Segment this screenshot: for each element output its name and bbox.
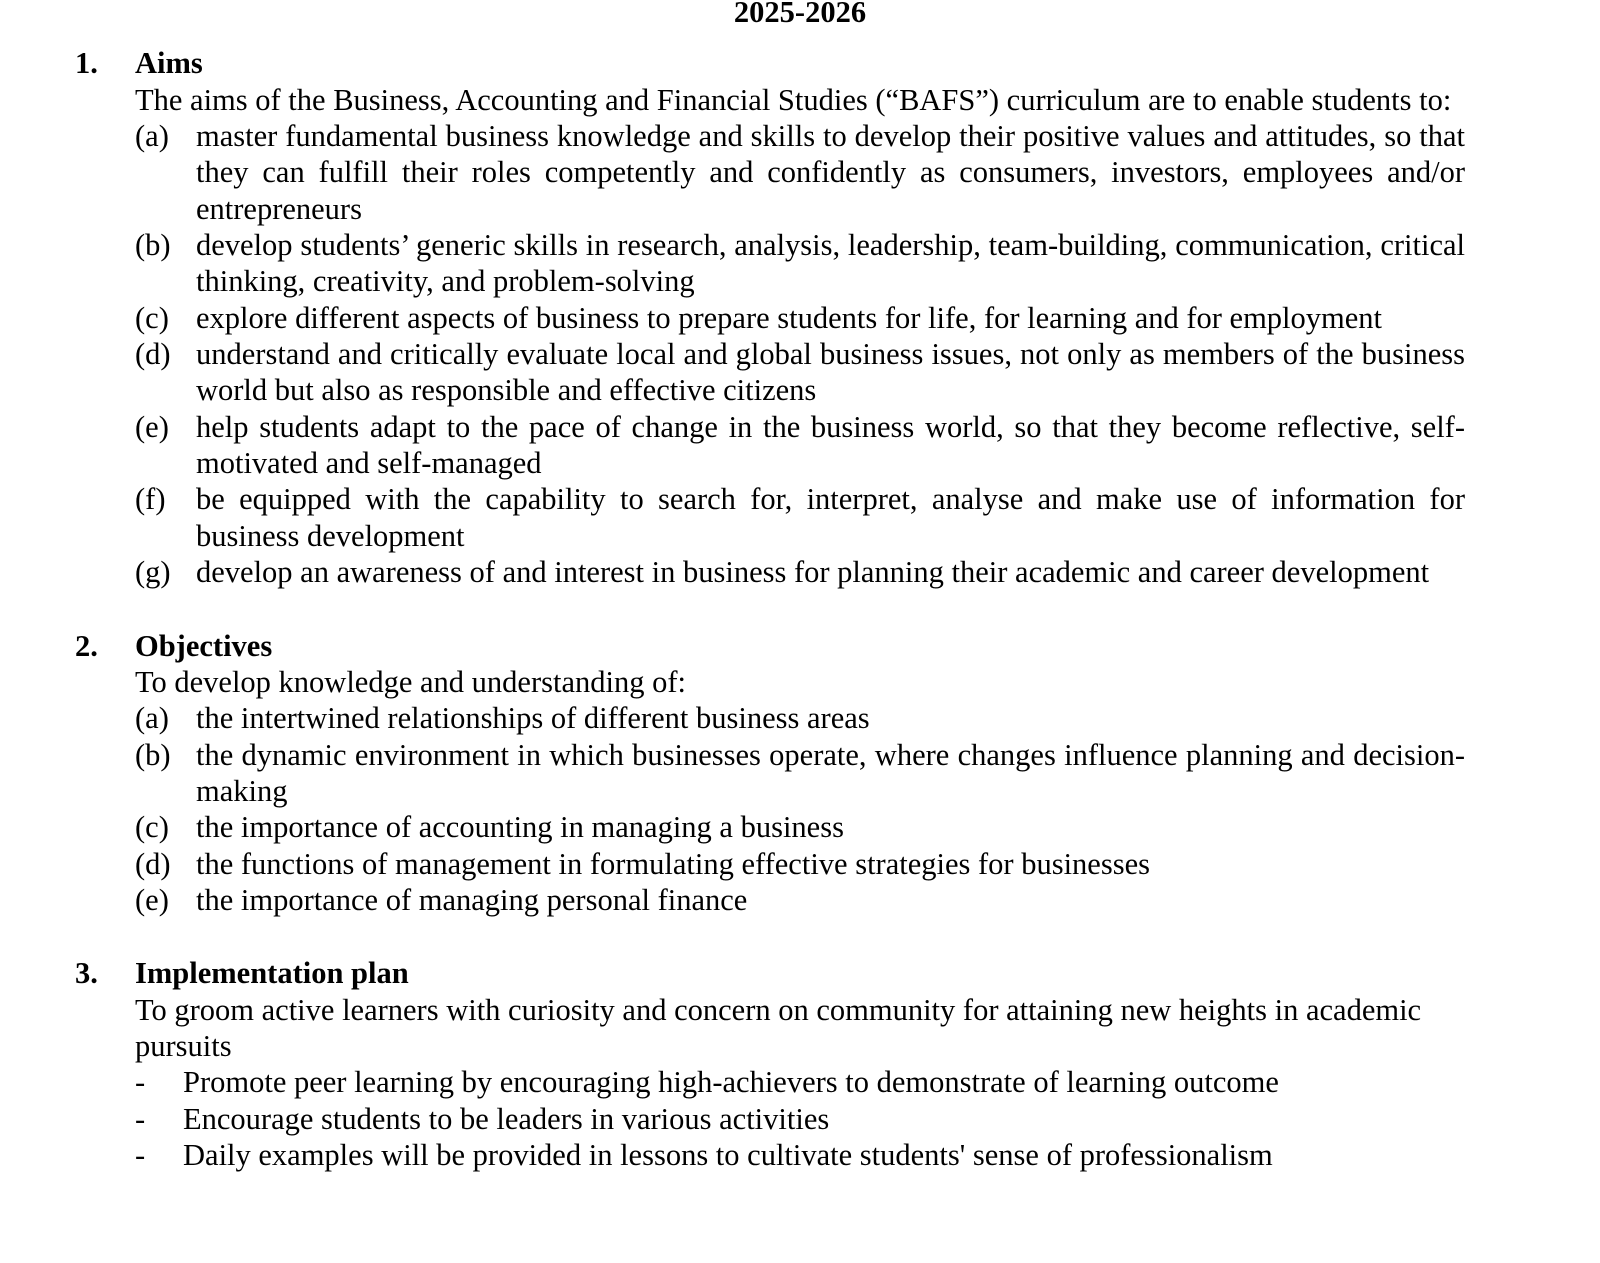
dash-marker: - [135, 1137, 146, 1172]
section-intro: To groom active learners with curiosity and concern on community for attaining new heights in academic pursuits [135, 992, 1422, 1063]
section-aims [75, 45, 1465, 590]
item-text: the importance of accounting in managing a business [196, 810, 844, 845]
item-marker: (b) [135, 228, 171, 263]
dash-marker: - [135, 1101, 146, 1136]
item-marker: (e) [135, 409, 169, 444]
section-intro: To develop knowledge and understanding of: [135, 664, 686, 699]
item-marker: (a) [135, 701, 169, 736]
item-text: the intertwined relationships of different business areas [196, 701, 870, 736]
item-text: develop students’ generic skills in research, analysis, leadership, team-building, communication, critical thinking, creativity, and problem-solving [196, 228, 1465, 299]
item-marker: (b) [135, 737, 171, 772]
item-text: the functions of management in formulating effective strategies for businesses [196, 846, 1150, 881]
list-item [135, 554, 1465, 590]
item-text: master fundamental business knowledge and skills to develop their positive values and attitudes, so that they can fulfill their roles competently and confidently as consumers, investors, employees and/or entrepreneurs [196, 119, 1465, 226]
list-item [135, 809, 1465, 845]
item-text: the dynamic environment in which businesses operate, where changes influence planning and decision-making [196, 737, 1465, 808]
section-implementation-plan [75, 955, 1465, 1173]
item-text: help students adapt to the pace of change in the business world, so that they become reflective, self-motivated and self-managed [196, 409, 1465, 481]
list-item [135, 882, 1465, 918]
list-item [135, 481, 1465, 554]
item-text: Promote peer learning by encouraging high-achievers to demonstrate of learning outcome [183, 1065, 1279, 1100]
dash-list-item [135, 1101, 1465, 1137]
list-item [135, 227, 1465, 300]
item-marker: (e) [135, 882, 169, 917]
section-intro: The aims of the Business, Accounting and Financial Studies (“BAFS”) curriculum are to enable students to: [135, 82, 1452, 117]
list-item [135, 846, 1465, 882]
item-text: be equipped with the capability to search for, interpret, analyse and make use of information for business development [196, 482, 1465, 553]
section-body [135, 45, 1465, 590]
section-heading: Implementation plan [135, 956, 409, 991]
list-item [135, 118, 1465, 227]
section-heading: Aims [135, 46, 203, 81]
item-text: the importance of managing personal finance [196, 882, 748, 917]
list-item [135, 300, 1465, 336]
item-text: Daily examples will be provided in lessons to cultivate students' sense of professionalism [183, 1137, 1273, 1172]
item-text: understand and critically evaluate local and global business issues, not only as members of the business world but also as responsible and effective citizens [196, 337, 1465, 408]
item-text: develop an awareness of and interest in business for planning their academic and career development [196, 555, 1430, 590]
section-body [135, 955, 1465, 1173]
section-objectives [75, 628, 1465, 919]
list-item [135, 336, 1465, 409]
section-number: 3. [75, 956, 98, 991]
list-item [135, 737, 1465, 810]
list-item [135, 409, 1465, 482]
item-marker: (f) [135, 482, 166, 517]
section-body [135, 628, 1465, 919]
item-text: explore different aspects of business to prepare students for life, for learning and for employment [196, 300, 1383, 335]
item-marker: (a) [135, 119, 169, 154]
item-text: Encourage students to be leaders in various activities [183, 1101, 830, 1136]
section-heading: Objectives [135, 628, 273, 663]
section-number: 2. [75, 628, 98, 663]
item-marker: (c) [135, 810, 169, 845]
dash-list-item [135, 1064, 1465, 1100]
list-item [135, 700, 1465, 736]
document-title: 2025-2026 [733, 0, 867, 29]
dash-marker: - [135, 1065, 146, 1100]
item-marker: (g) [135, 555, 171, 590]
item-marker: (c) [135, 300, 169, 335]
item-marker: (d) [135, 846, 171, 881]
section-number: 1. [75, 46, 98, 81]
item-marker: (d) [135, 337, 171, 372]
dash-list-item [135, 1137, 1465, 1173]
